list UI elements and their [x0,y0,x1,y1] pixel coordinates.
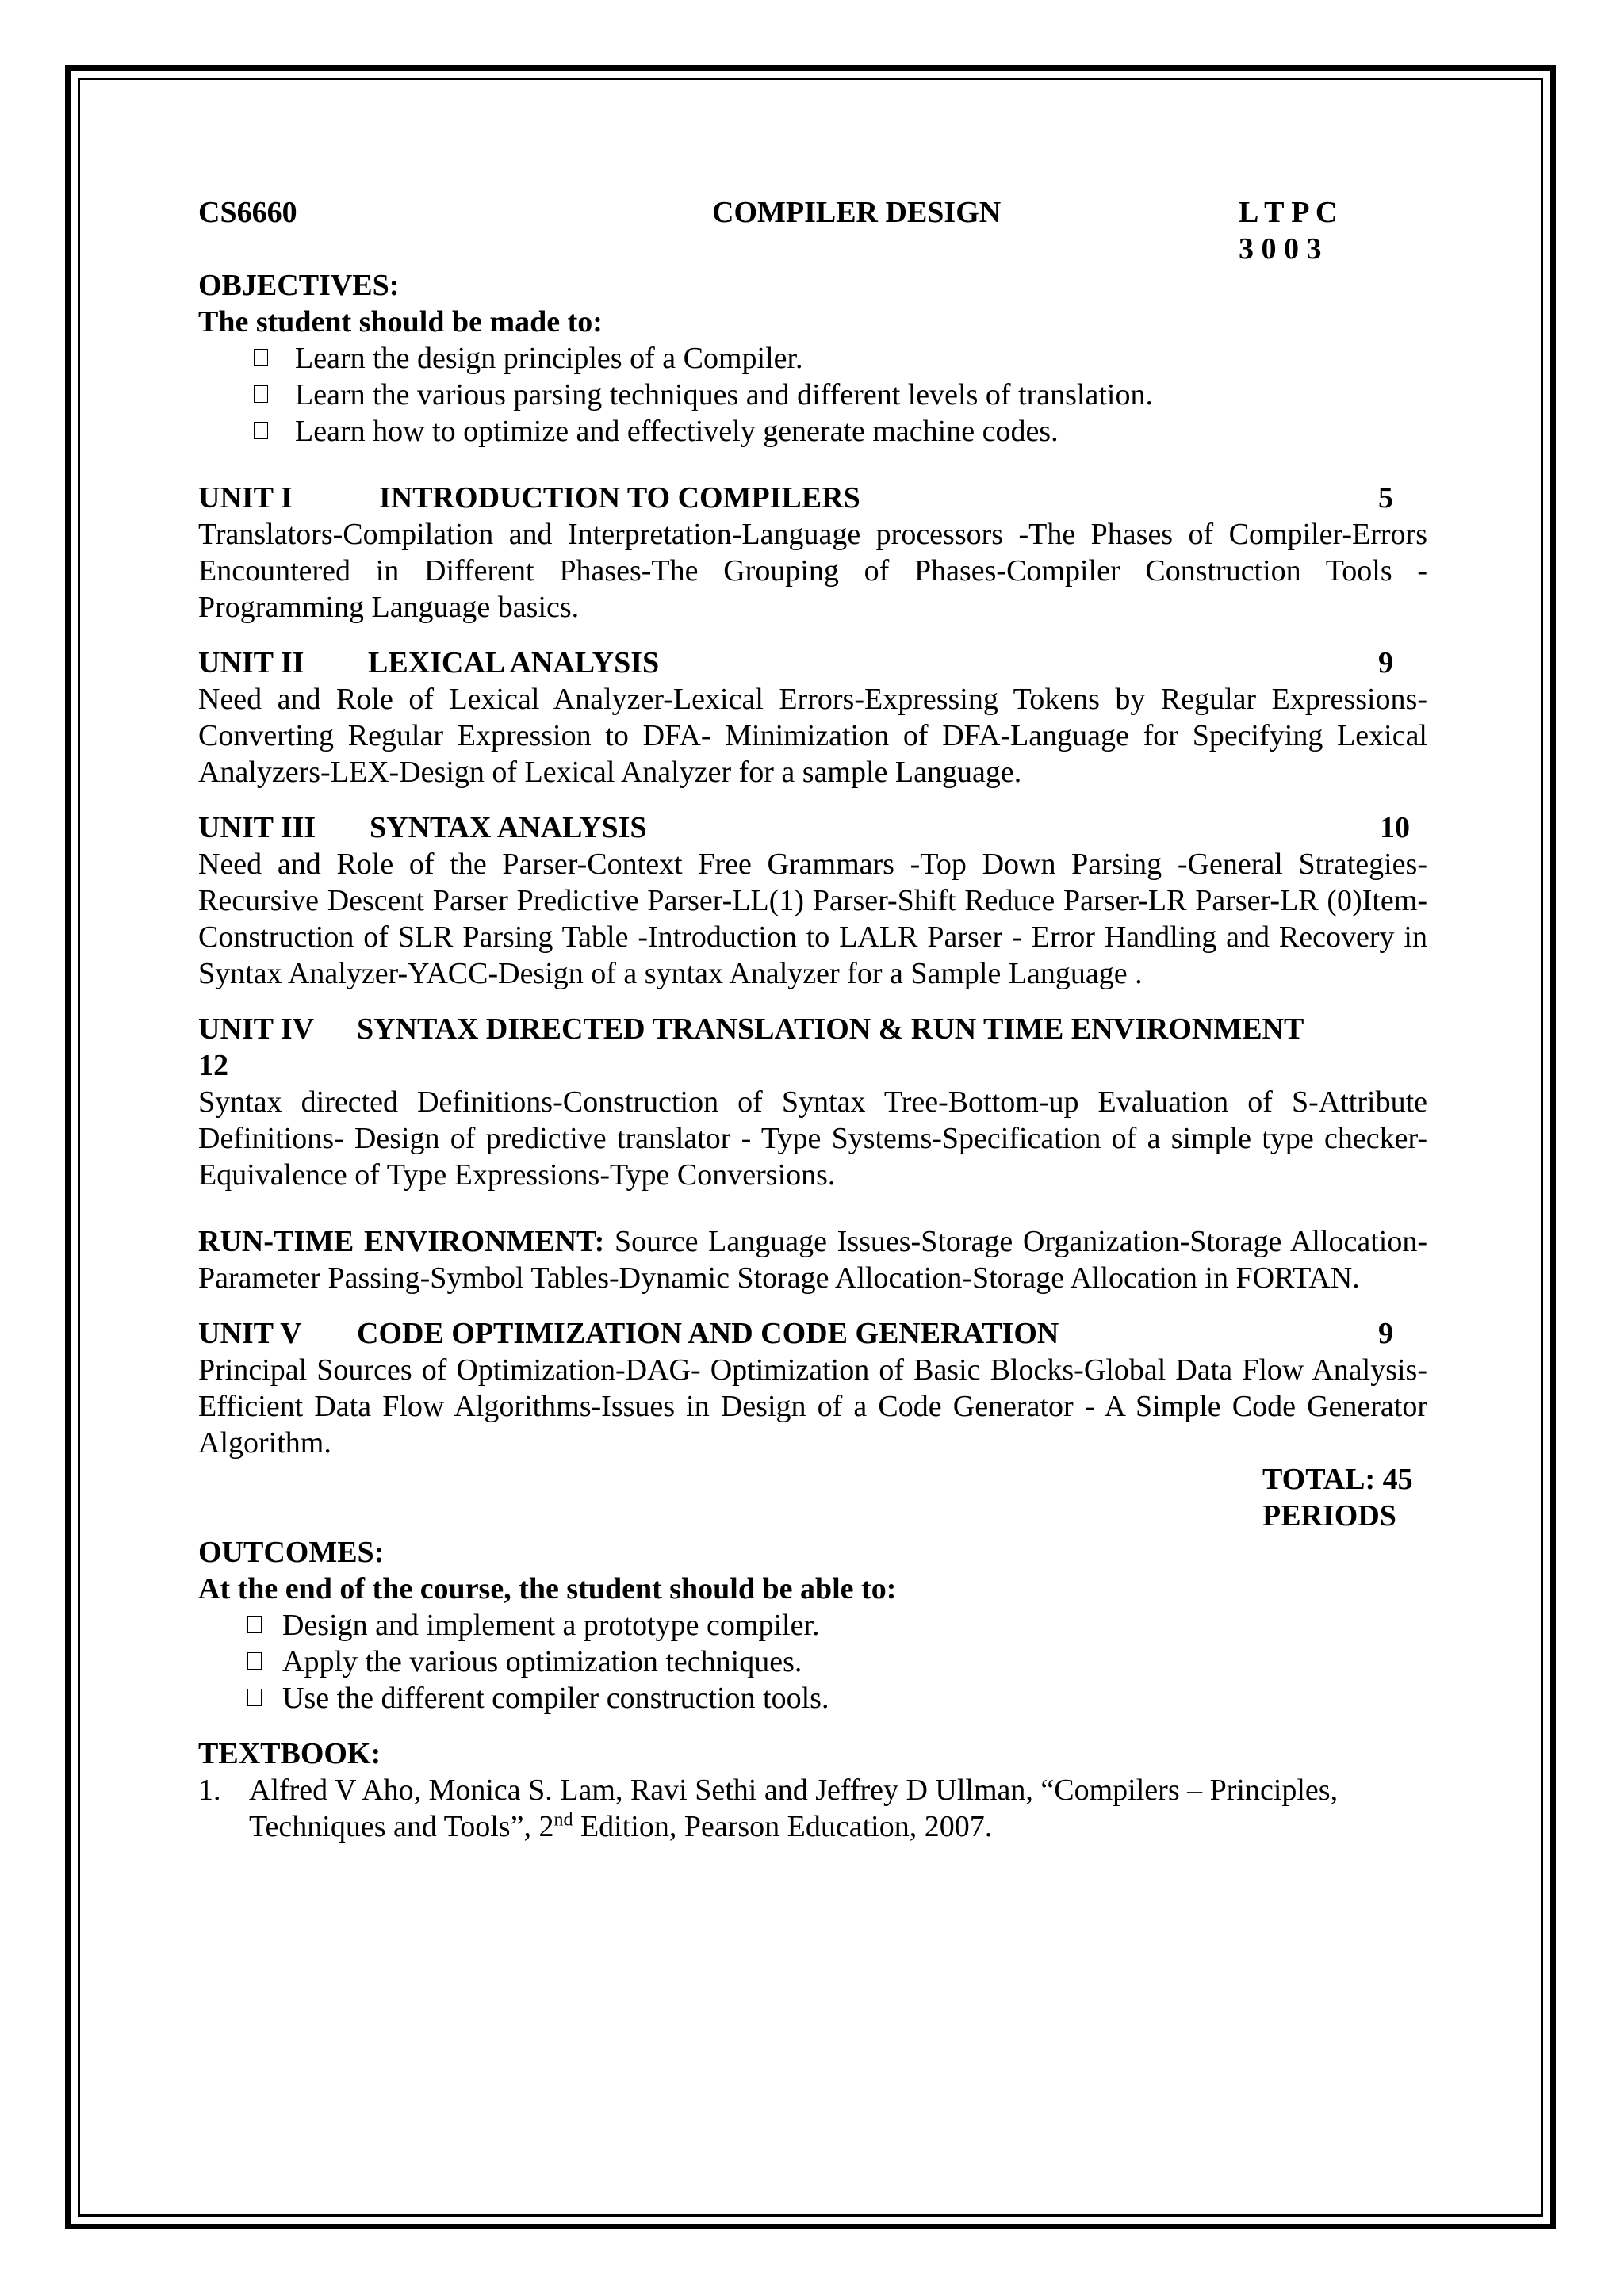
list-item: Design and implement a prototype compiler. [198,1607,1427,1644]
textbook-heading: TEXTBOOK: [198,1737,381,1770]
unit-title: CODE OPTIMIZATION AND CODE GENERATION [357,1317,1059,1350]
unit-hours: 12 [198,1049,228,1082]
objectives-intro: The student should be made to: [198,305,603,339]
ltpc-row [198,231,1427,267]
unit-title: SYNTAX DIRECTED TRANSLATION & RUN TIME ENVIRONMENT [357,1012,1304,1046]
textbook-line1: Alfred V Aho, Monica S. Lam, Ravi Sethi and Jeffrey D Ullman, “Compilers – Principles, [249,1774,1339,1807]
unit-hours: 9 [1378,646,1393,679]
list-item: Learn how to optimize and effectively generate machine codes. [198,413,1427,450]
bullet-box-icon [254,422,268,439]
unit-2-header [198,645,1427,681]
syllabus-content [198,194,1427,1845]
textbook-number: 1. [198,1774,221,1807]
unit-5-body: Principal Sources of Optimization-DAG- Optimization of Basic Blocks-Global Data Flow Analysis-Efficient Data Flow Algorithms-Issues in Design of a Code Generator - A Simple Code Generator Algorithm. [198,1353,1427,1460]
ltpc-label: L T P C [1239,196,1338,229]
unit-hours: 9 [1378,1317,1393,1350]
bullet-box-icon [254,349,268,366]
unit-hours: 5 [1378,481,1393,515]
ltpc-values: 3 0 0 3 [1239,232,1322,266]
unit-title: INTRODUCTION TO COMPILERS [379,481,860,515]
list-item: Learn the various parsing techniques and different levels of translation. [198,377,1427,413]
list-item: Use the different compiler construction tools. [198,1680,1427,1716]
course-header [198,194,1427,231]
unit-label: UNIT IV [198,1012,315,1046]
outcomes-list [198,1607,1427,1716]
objectives-list [198,340,1427,450]
list-item: Learn the design principles of a Compiler. [198,340,1427,377]
runtime-environment-paragraph [198,1223,1427,1296]
runtime-environment-label: RUN-TIME ENVIRONMENT: [198,1225,605,1258]
unit-2-body: Need and Role of Lexical Analyzer-Lexical Errors-Expressing Tokens by Regular Expressions-Converting Regular Expression to DFA- Minimization of DFA-Language for Specifying Lexical Analyzers-LEX-Design of Lexical Analyzer for a sample Language. [198,683,1427,789]
textbook-line2: Techniques and Tools”, 2nd Edition, Pearson Education, 2007. [249,1809,993,1843]
list-item: Apply the various optimization techniques. [198,1644,1427,1680]
total-periods-line1: TOTAL: 45 [1262,1463,1413,1496]
unit-1-body: Translators-Compilation and Interpretation-Language processors -The Phases of Compiler-Errors Encountered in Different Phases-The Grouping of Phases-Compiler Construction Tools - Programming Language basics. [198,518,1427,624]
unit-label: UNIT I [198,481,293,515]
unit-3-body: Need and Role of the Parser-Context Free Grammars -Top Down Parsing -General Strategies-Recursive Descent Parser Predictive Parser-LL(1) Parser-Shift Reduce Parser-LR Parser-LR (0)Item-Construction of SLR Parsing Table -Introduction to LALR Parser - Error Handling and Recovery in Syntax Analyzer-YACC-Design of a syntax Analyzer for a Sample Language . [198,848,1427,990]
unit-label: UNIT III [198,811,316,844]
unit-hours: 10 [1380,811,1410,844]
bullet-box-icon [247,1652,262,1670]
course-title: COMPILER DESIGN [712,196,1002,229]
unit-1-header [198,480,1427,516]
bullet-box-icon [247,1616,262,1633]
unit-4-body: Syntax directed Definitions-Construction of Syntax Tree-Bottom-up Evaluation of S-Attribute Definitions- Design of predictive translator - Type Systems-Specification of a simple type checker-Equivalence of Type Expressions-Type Conversions. [198,1085,1427,1192]
unit-5-header [198,1315,1427,1352]
unit-label: UNIT II [198,646,304,679]
unit-4-header [198,1011,1427,1047]
unit-title: SYNTAX ANALYSIS [370,811,647,844]
unit-3-header [198,809,1427,846]
unit-title: LEXICAL ANALYSIS [368,646,660,679]
unit-label: UNIT V [198,1317,302,1350]
outcomes-heading: OUTCOMES: [198,1536,385,1569]
course-code: CS6660 [198,196,297,229]
textbook-entry [198,1772,1427,1845]
runtime-environment-body: Source Language Issues-Storage Organization-Storage Allocation-Parameter Passing-Symbol Tables-Dynamic Storage Allocation-Storage Allocation in FORTAN. [198,1225,1428,1295]
outcomes-intro: At the end of the course, the student should be able to: [198,1572,897,1605]
total-periods-line2: PERIODS [1262,1499,1396,1533]
objectives-heading: OBJECTIVES: [198,269,400,302]
bullet-box-icon [247,1689,262,1706]
bullet-box-icon [254,385,268,403]
